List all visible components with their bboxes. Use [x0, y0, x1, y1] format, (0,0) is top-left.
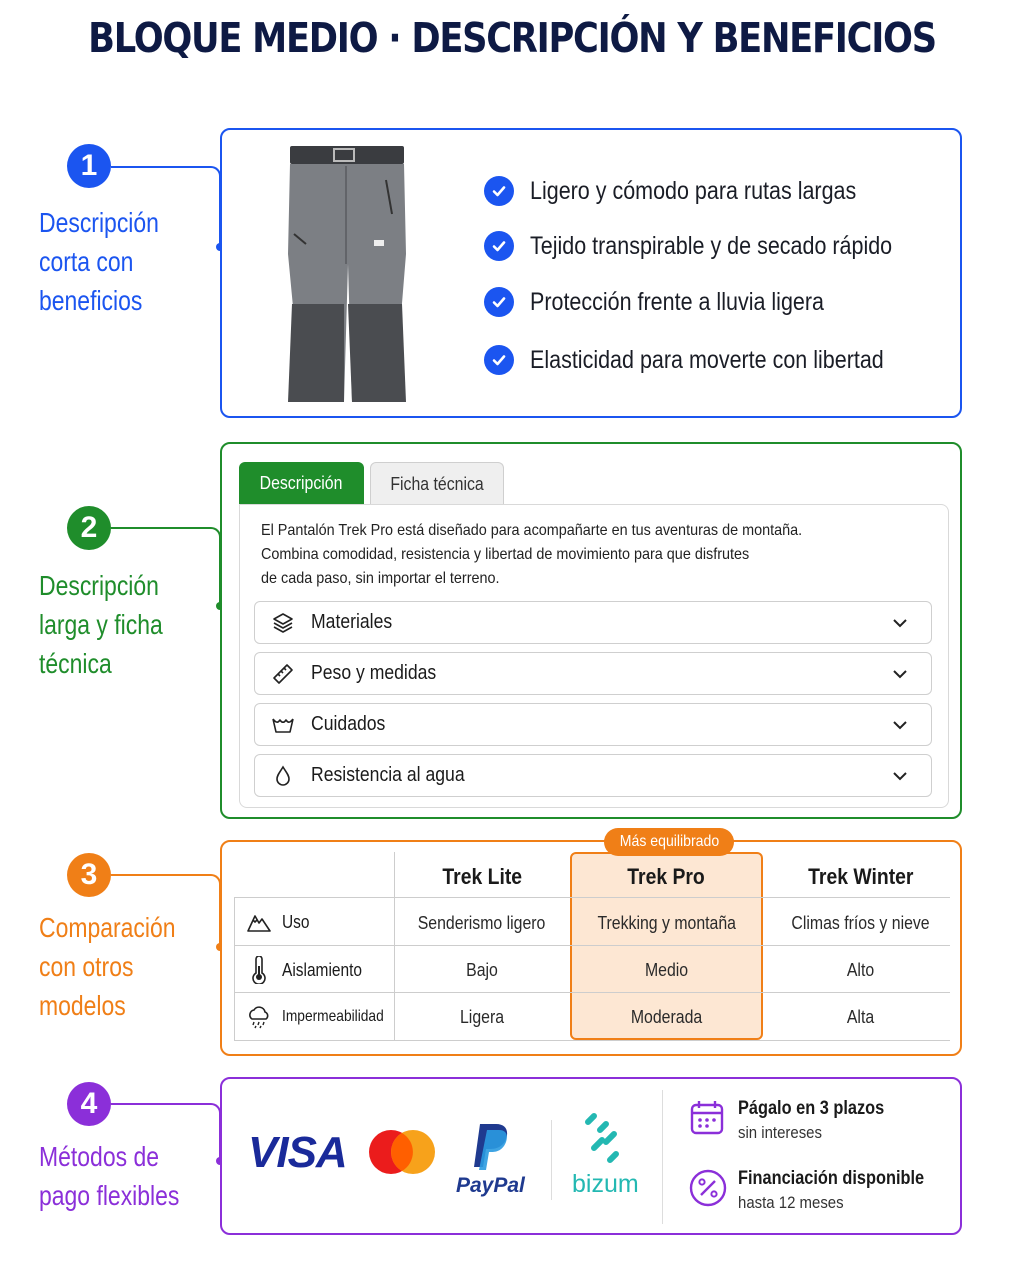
row-label-impermeabilidad: Impermeabilidad: [246, 1004, 400, 1030]
label-line: Comparación: [39, 912, 176, 943]
wash-basin-icon: [271, 713, 295, 737]
long-description: El Pantalón Trek Pro está diseñado para acompañarte en tus aventuras de montaña. Combina comodidad, resistencia y libertad de movimiento para que disfrutes de cada paso, sin importar el terreno.: [261, 522, 803, 587]
layers-icon: [271, 611, 295, 635]
label-line: Métodos de: [39, 1141, 159, 1172]
cell-aislamiento-trek-winter: Alto: [847, 960, 875, 980]
water-drop-icon: [271, 764, 295, 788]
rain-cloud-icon: [246, 1004, 272, 1030]
description-content: [239, 504, 949, 808]
cell-aislamiento-trek-pro: Medio: [644, 960, 689, 980]
section-label-1: [39, 203, 159, 320]
label-line: modelos: [39, 990, 126, 1021]
calendar-icon: [688, 1098, 728, 1138]
mountain-icon: [246, 910, 272, 934]
thermometer-icon: [246, 956, 272, 984]
tab-descripcion[interactable]: Descripción: [239, 462, 364, 504]
step-number-2: 2: [67, 506, 111, 550]
accordion-resistencia-agua[interactable]: Resistencia al agua: [254, 754, 932, 797]
check-icon: [484, 231, 514, 261]
column-header-trek-winter: Trek Winter: [808, 864, 914, 889]
paypal-logo: PayPal: [456, 1174, 525, 1197]
row-label-uso: Uso: [246, 910, 314, 934]
chevron-down-icon: [891, 716, 909, 734]
accordion-materiales[interactable]: Materiales: [254, 601, 932, 644]
page-title: BLOQUE MEDIO · DESCRIPCIÓN Y BENEFICIOS: [88, 14, 936, 62]
accordion-cuidados[interactable]: Cuidados: [254, 703, 932, 746]
trek-pants-image: [282, 144, 412, 402]
section-label-4: [39, 1137, 179, 1215]
benefits-panel: [220, 128, 962, 418]
mastercard-logo: [368, 1128, 436, 1176]
accordion-peso-medidas[interactable]: Peso y medidas: [254, 652, 932, 695]
section-label-3: [39, 908, 176, 1025]
cell-uso-trek-lite: Senderismo ligero: [418, 913, 546, 933]
row-label-aislamiento: Aislamiento: [246, 956, 375, 984]
check-icon: [484, 287, 514, 317]
section-label-2: [39, 566, 163, 683]
recommended-badge: Más equilibrado: [604, 828, 734, 856]
label-line: corta con: [39, 246, 134, 277]
label-line: Descripción: [39, 207, 159, 238]
bizum-icon: [582, 1112, 622, 1166]
benefit-item: Protección frente a lluvia ligera: [484, 287, 872, 317]
cell-impermeabilidad-trek-pro: Moderada: [630, 1007, 703, 1027]
label-line: larga y ficha: [39, 609, 163, 640]
visa-logo: VISA: [248, 1128, 347, 1177]
benefit-item: Ligero y cómodo para rutas largas: [484, 176, 909, 206]
label-line: beneficios: [39, 285, 143, 316]
step-number-1: 1: [67, 144, 111, 188]
column-header-trek-pro: Trek Pro: [627, 864, 706, 889]
percent-icon: [688, 1168, 728, 1208]
benefit-item: Tejido transpirable y de secado rápido: [484, 231, 951, 261]
ruler-icon: [271, 662, 295, 686]
divider: [662, 1090, 663, 1224]
benefit-item: Elasticidad para moverte con libertad: [484, 345, 941, 375]
installments-info: Págalo en 3 plazos sin intereses: [688, 1098, 908, 1143]
check-icon: [484, 345, 514, 375]
chevron-down-icon: [891, 767, 909, 785]
bizum-logo: bizum: [572, 1170, 639, 1198]
tab-ficha-tecnica[interactable]: Ficha técnica: [370, 462, 504, 504]
label-line: técnica: [39, 648, 112, 679]
cell-impermeabilidad-trek-lite: Ligera: [459, 1007, 505, 1027]
step-number-4: 4: [67, 1082, 111, 1126]
cell-uso-trek-winter: Climas fríos y nieve: [791, 913, 931, 933]
check-icon: [484, 176, 514, 206]
label-line: Descripción: [39, 570, 159, 601]
cell-impermeabilidad-trek-winter: Alta: [847, 1007, 875, 1027]
step-number-3: 3: [67, 853, 111, 897]
financing-info: Financiación disponible hasta 12 meses: [688, 1168, 954, 1213]
label-line: con otros: [39, 951, 134, 982]
description-panel: [220, 442, 962, 819]
cell-uso-trek-pro: Trekking y montaña: [597, 913, 736, 933]
divider: [551, 1120, 552, 1200]
paypal-icon: [472, 1122, 512, 1172]
cell-aislamiento-trek-lite: Bajo: [466, 960, 498, 980]
label-line: pago flexibles: [39, 1180, 180, 1211]
column-header-trek-lite: Trek Lite: [442, 864, 522, 889]
chevron-down-icon: [891, 665, 909, 683]
chevron-down-icon: [891, 614, 909, 632]
